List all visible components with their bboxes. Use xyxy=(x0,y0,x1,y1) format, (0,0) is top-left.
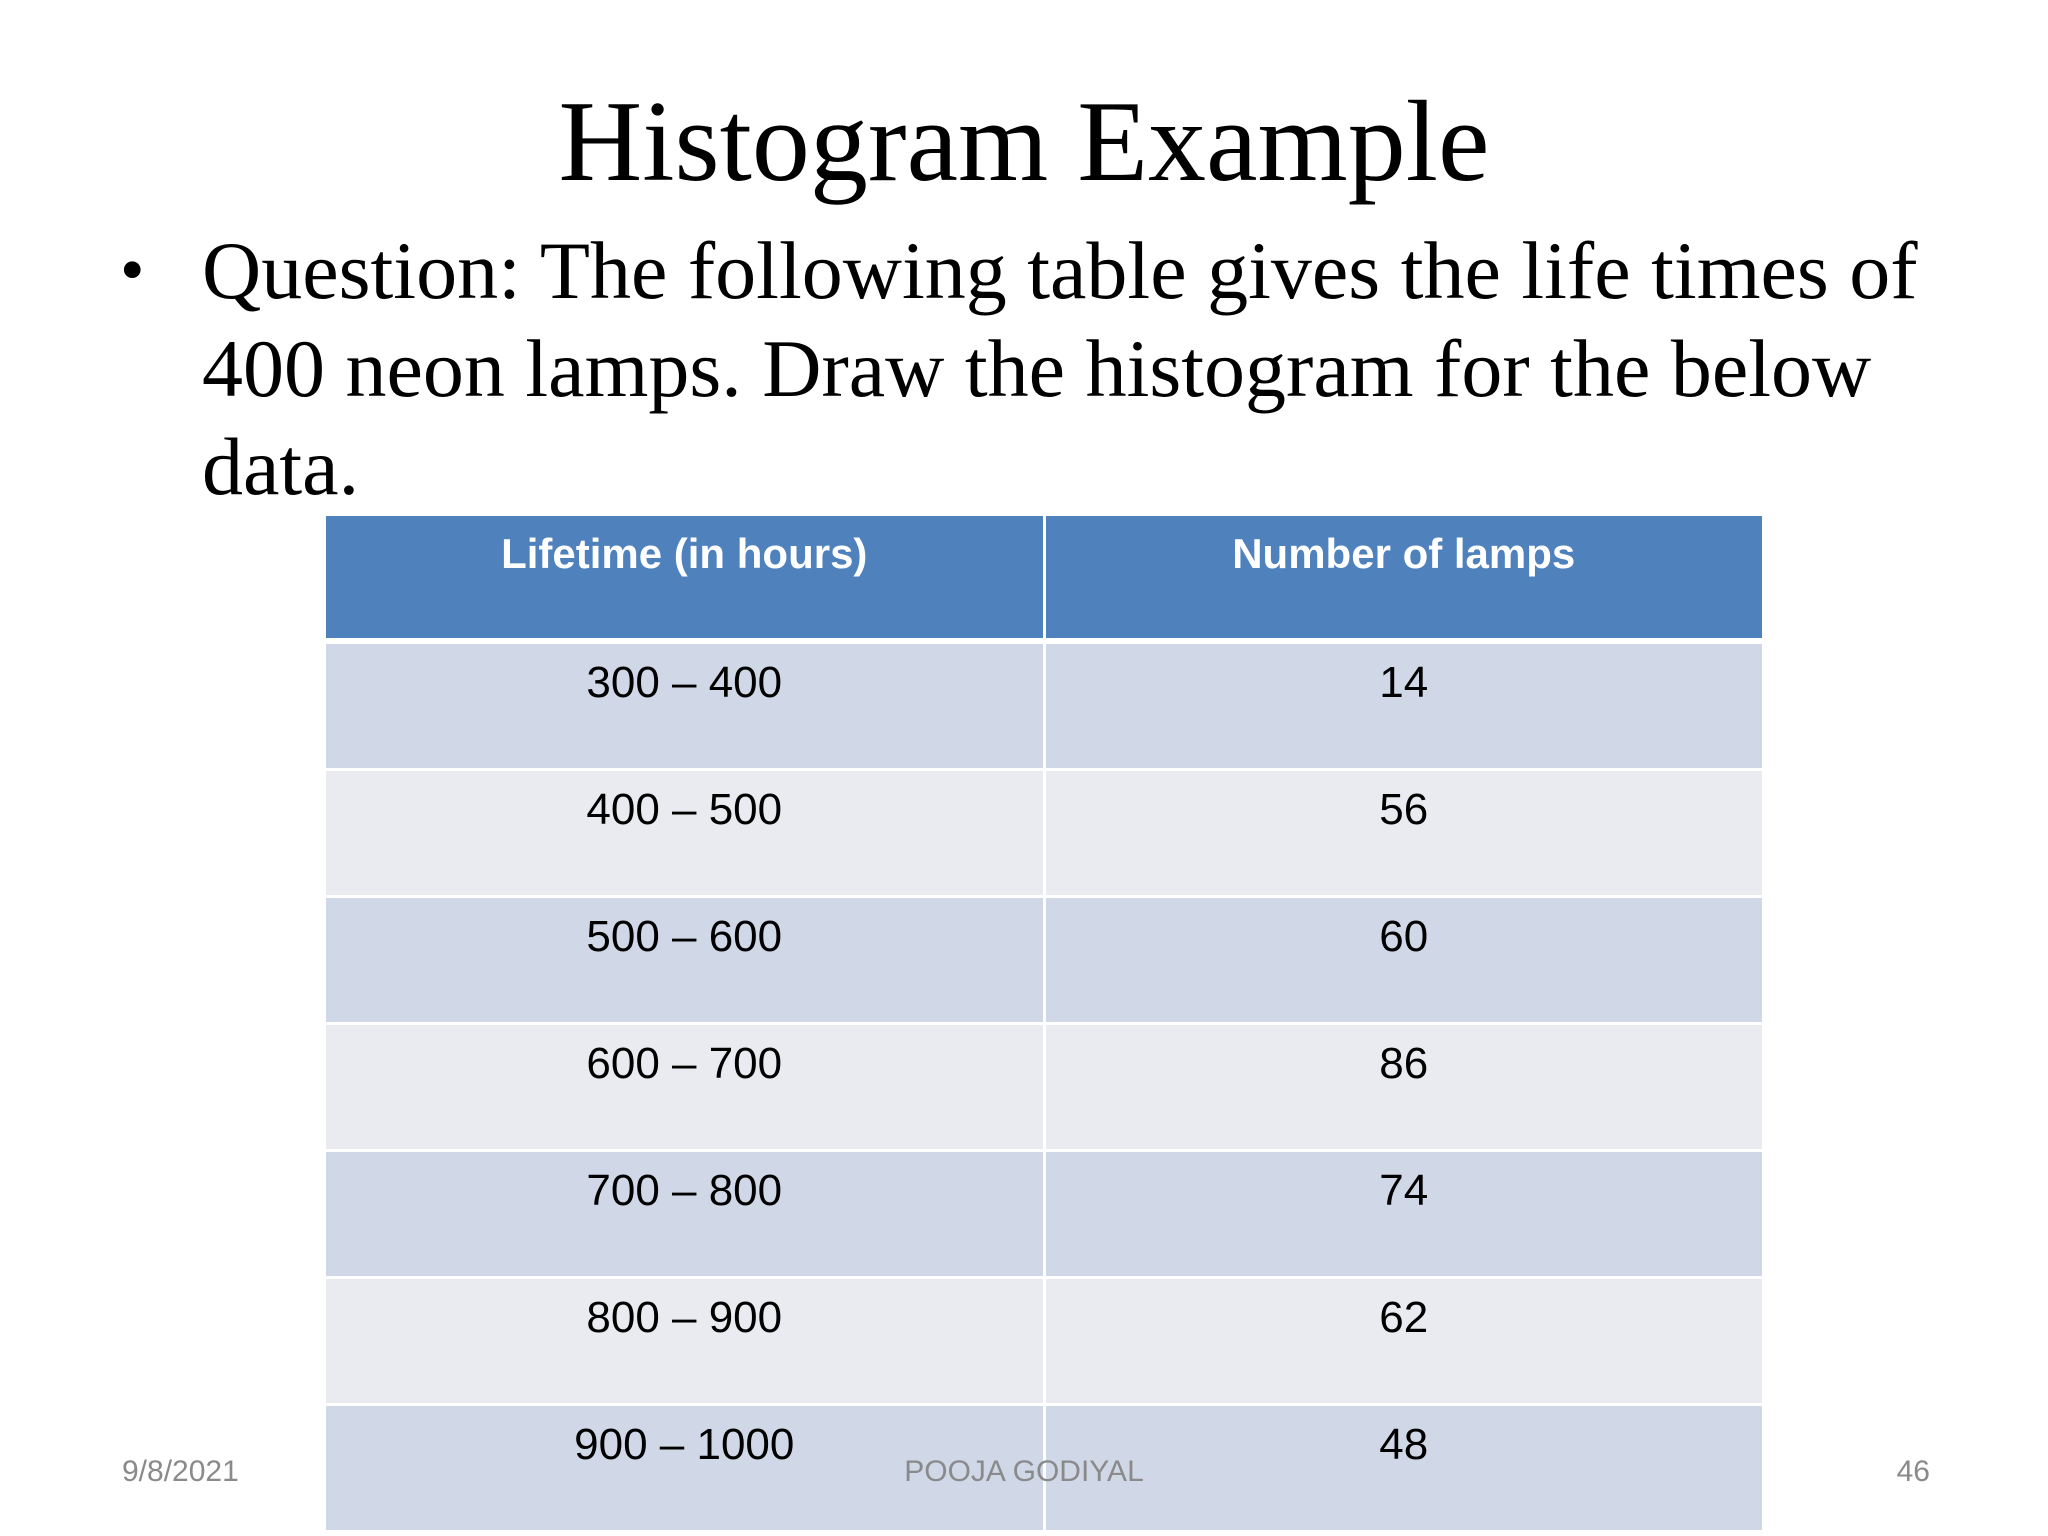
table-header-row xyxy=(326,516,1762,641)
lifetime-cell: 900 – 1000 xyxy=(326,1405,1044,1532)
lamp-count-cell: 62 xyxy=(1044,1278,1762,1405)
slide-title: Histogram Example xyxy=(558,78,1490,206)
header-lifetime: Lifetime (in hours) xyxy=(326,516,1044,641)
lifetime-cell: 500 – 600 xyxy=(326,897,1044,1024)
question-text: Question: The following table gives the life times of 400 neon lamps. Draw the histogram for the below data. xyxy=(202,225,1918,512)
lamp-count-cell: 74 xyxy=(1044,1151,1762,1278)
lifetime-cell: 800 – 900 xyxy=(326,1278,1044,1405)
table-row xyxy=(326,1278,1762,1405)
lifetime-cell: 600 – 700 xyxy=(326,1024,1044,1151)
table-row xyxy=(326,641,1762,770)
lamp-count-cell: 56 xyxy=(1044,770,1762,897)
header-number-of-lamps: Number of lamps xyxy=(1044,516,1762,641)
lamp-count-cell: 86 xyxy=(1044,1024,1762,1151)
lamp-count-cell: 48 xyxy=(1044,1405,1762,1532)
footer-date: 9/8/2021 xyxy=(122,1455,239,1488)
table-row xyxy=(326,1024,1762,1151)
lamp-count-cell: 14 xyxy=(1044,641,1762,770)
table-row xyxy=(326,897,1762,1024)
lifetime-table xyxy=(326,516,1762,1533)
lifetime-cell: 700 – 800 xyxy=(326,1151,1044,1278)
footer-page-number: 46 xyxy=(1896,1455,1930,1488)
table-row xyxy=(326,770,1762,897)
bullet-marker: • xyxy=(120,232,145,309)
lamp-count-cell: 60 xyxy=(1044,897,1762,1024)
footer-author: POOJA GODIYAL xyxy=(904,1455,1144,1488)
lifetime-cell: 300 – 400 xyxy=(326,641,1044,770)
lifetime-cell: 400 – 500 xyxy=(326,770,1044,897)
table-row xyxy=(326,1151,1762,1278)
